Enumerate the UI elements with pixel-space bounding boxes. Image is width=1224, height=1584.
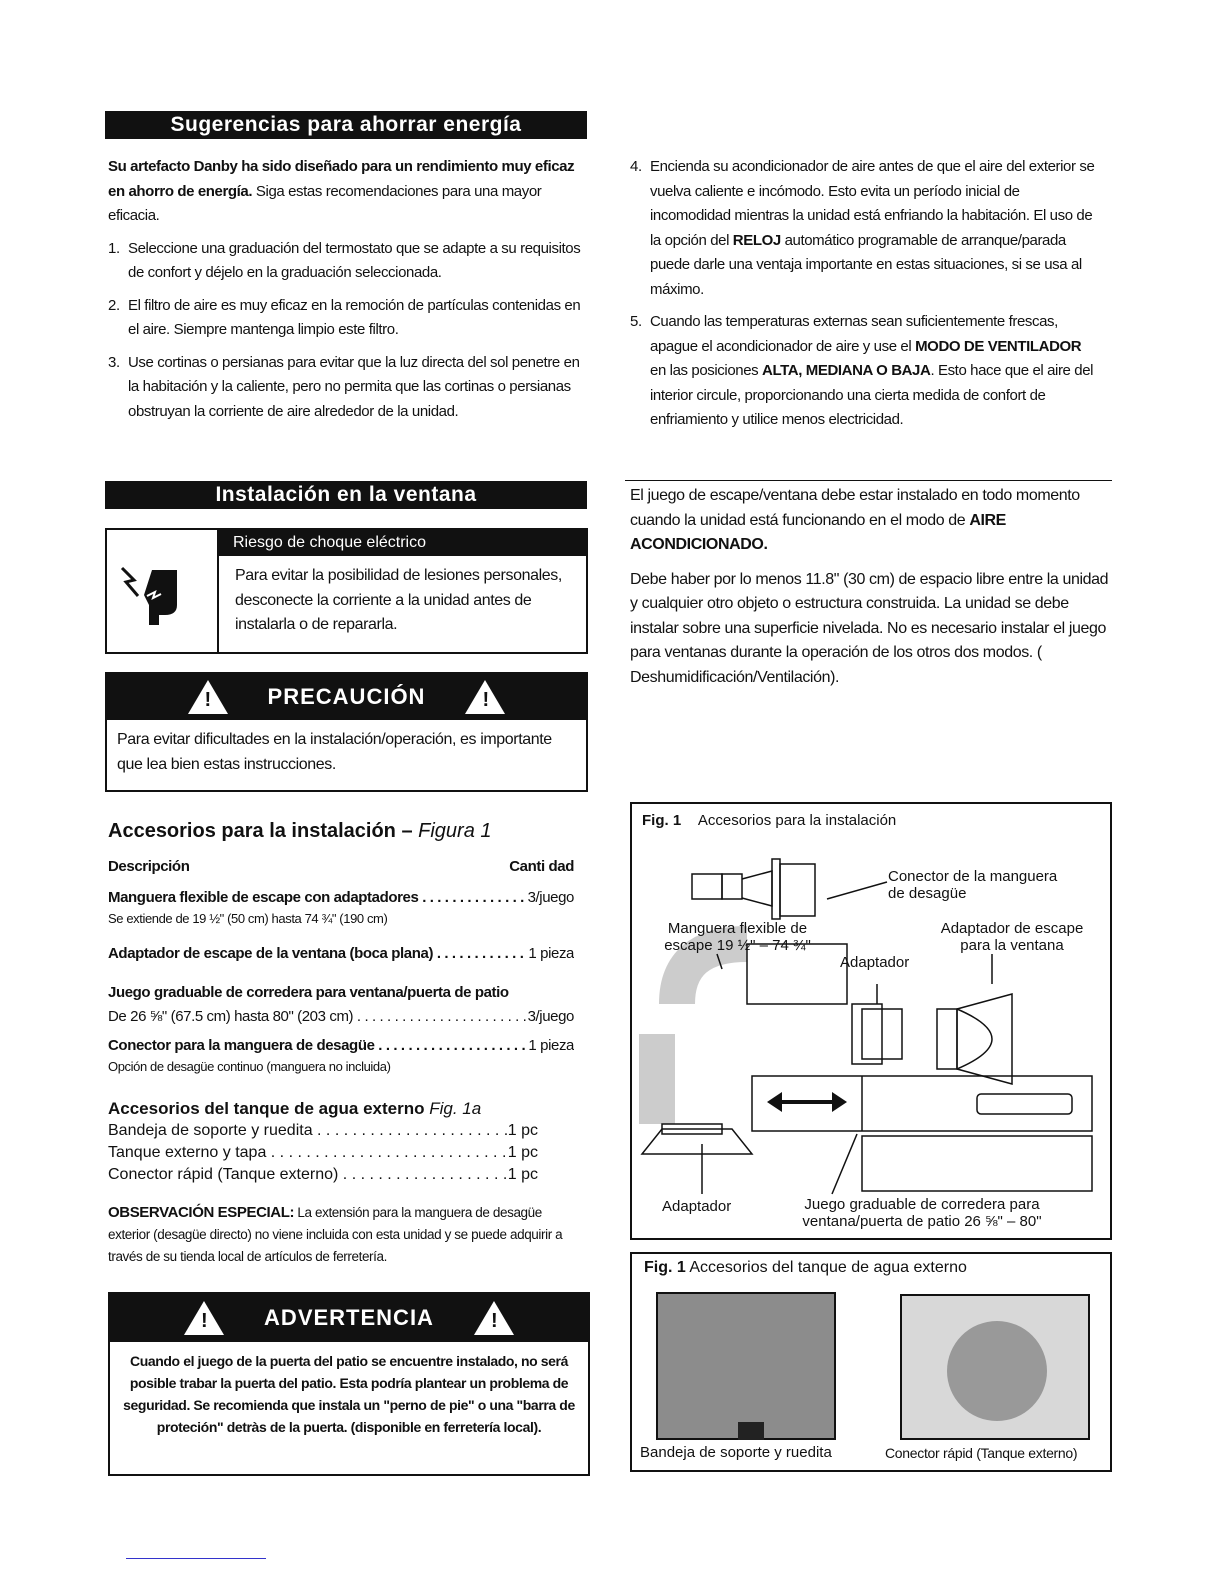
accessory-row: Conector para la manguera de desagüe . . . 1 pieza (108, 1034, 574, 1059)
label-adaptador: Adaptador (840, 954, 910, 971)
tip-text: El filtro de aire es muy eficaz en la remoción de partículas contenidas en el aire. Siempre mantenga limpio este filtro. (128, 296, 581, 338)
accessory-row: Adaptador de escape de la ventana (boca plana) . . . 1 pieza (108, 942, 574, 967)
accessory-sub: Se extiende de 19 ½" (50 cm) hasta 74 ¾" (190 cm) (108, 911, 388, 926)
energy-left-column (108, 155, 586, 432)
tank-row: Bandeja de soporte y ruedita . . . 1 pc (108, 1120, 538, 1142)
install-para: El juego de escape/ventana debe estar instalado en todo momento cuando la unidad está funcionando en el modo de (630, 487, 1080, 529)
label-juego: Juego graduable de corredera para ventana/puerta de patio 26 ⅝" – 80" (802, 1196, 1042, 1230)
figure-caption: Fig. 1 Accesorios para la instalación (642, 812, 897, 829)
tank-row: Conector rápid (Tanque externo) . . . 1 pc (108, 1164, 538, 1186)
warning-triangle-icon: ! (465, 680, 505, 714)
tip-text: automático programable de arranque/parada puede darle una ventaja importante en estas situaciones, si se usa al máximo. (650, 231, 1082, 298)
special-note: OBSERVACIÓN ESPECIAL: La extensión para la manguera de desagüe exterior (desagüe directo) no viene incluida con esta unidad y se puede adquirir a través de su tienda local de artículos de ferretería. (108, 1204, 563, 1264)
energy-tip (630, 310, 1100, 433)
tip-bold: ALTA, MEDIANA O BAJA (762, 362, 931, 379)
tip-text: Seleccione una graduación del termostato que se adapte a su requisitos de confort y déjelo en la graduación seleccionada. (128, 239, 581, 281)
warning-triangle-icon: ! (184, 1301, 224, 1335)
tip-text: Encienda su acondicionador de aire antes de que el aire del exterior se vuelva caliente e incómodo. Esto evita un período inicial de incomodidad mientras la unidad está enfriando la habitación. El uso de la opción del (650, 158, 1095, 249)
accessory-row: Juego graduable de corredera para ventana/puerta de patio (108, 983, 509, 1001)
energy-intro-bold: Su artefacto Danby ha sido diseñado para un rendimiento muy eficaz en ahorro de energía. (108, 158, 575, 200)
energy-tip (108, 294, 586, 343)
tip-number: 2. (108, 296, 120, 314)
label-conector: Conector de la manguera de desagüe (888, 868, 1058, 902)
install-para-bold: AIRE ACONDICIONADO. (630, 511, 1006, 553)
install-section-title: Instalación en la ventana (105, 481, 587, 509)
accessories-header: Descripción Canti dad (108, 858, 574, 875)
caution-title: PRECAUCIÓN (267, 684, 426, 709)
caution-box (105, 672, 588, 792)
tip-number: 3. (108, 353, 120, 371)
energy-tip (630, 155, 1100, 302)
tip-number: 1. (108, 239, 120, 257)
tip-bold: RELOJ (732, 231, 781, 249)
caption-tray: Bandeja de soporte y ruedita (640, 1444, 832, 1461)
figure-1a (630, 1252, 1112, 1472)
warning-triangle-icon: ! (474, 1301, 514, 1335)
tip-number: 5. (630, 313, 642, 330)
electric-shock-hand-icon (117, 550, 197, 630)
energy-right-column (630, 155, 1100, 441)
warning-title: ADVERTENCIA (264, 1305, 434, 1330)
energy-tip (108, 237, 586, 286)
tip-text: Use cortinas o persianas para evitar que la luz directa del sol penetre en la habitación y la caliente, pero no permita que las cortinas o persianas obstruyan la corriente de aire alrededor de la unidad. (128, 353, 580, 420)
divider (625, 480, 1112, 481)
label-adaptador-escape: Adaptador de escape para la ventana (940, 920, 1084, 954)
warning-triangle-icon: ! (188, 680, 228, 714)
shock-warning-box (105, 528, 588, 654)
energy-intro-text: Siga estas recomendaciones para una mayor eficacia. (108, 182, 542, 224)
caution-text: Para evitar dificultades en la instalación/operación, es importante que lea bien estas instrucciones. (117, 731, 552, 773)
shock-warning-title: Riesgo de choque eléctrico (219, 530, 588, 556)
energy-tip (108, 351, 586, 425)
warning-text: Cuando el juego de la puerta del patio se encuentre instalado, no será posible trabar la puerta del patio. Esta podría plantear un problema de seguridad. Se recomienda que instala un "perno de pie" o una "barra de proteción" detràs de la puerta. (disponible en ferretería local). (123, 1353, 575, 1435)
warning-box (108, 1292, 590, 1476)
accessories-title: Accesorios para la instalación – Figura 1 (108, 820, 492, 842)
label-adaptador-base: Adaptador (662, 1198, 732, 1215)
accessory-sub: De 26 ⅝" (67.5 cm) hasta 80" (203 cm) . . . 3/juego (108, 1005, 574, 1030)
footnote-rule (126, 1558, 266, 1559)
connector-photo (900, 1294, 1090, 1440)
energy-section-title: Sugerencias para ahorrar energía (105, 111, 587, 139)
tank-accessories (108, 1098, 538, 1186)
tank-row: Tanque externo y tapa . . . 1 pc (108, 1142, 538, 1164)
accessories-list (108, 855, 574, 1076)
install-para: Debe haber por lo menos 11.8" (30 cm) de espacio libre entre la unidad y cualquier otro objeto o estructura construida. La unidad se debe instalar sobre una superficie nivelada. No es necesario instalar el juego para ventanas durante la operación de los otros dos modos. ( Deshumidificación/Ventilación). (630, 570, 1109, 686)
accessory-row: Manguera flexible de escape con adaptadores . . . 3/juego (108, 886, 574, 911)
warning-header (110, 1294, 588, 1342)
tank-title: Accesorios del tanque de agua externo Fig. 1a (108, 1099, 482, 1118)
install-right-text (630, 484, 1110, 690)
tip-text: Cuando las temperaturas externas sean suficientemente frescas, apague el acondicionador de aire y use el (650, 313, 1058, 355)
figure-1 (630, 802, 1112, 1240)
accessory-sub: Opción de desagüe continuo (manguera no incluida) (108, 1059, 391, 1074)
tip-bold: MODO DE VENTILADOR (915, 337, 1082, 355)
label-manguera: Manguera flexible de escape 19 ½" – 74 ¾" (664, 920, 811, 954)
caption-connector: Conector rápid (Tanque externo) (885, 1445, 1078, 1461)
caution-header (107, 674, 586, 720)
tip-text: en las posiciones (650, 362, 763, 379)
figure-caption: Fig. 1 Accesorios del tanque de agua externo (644, 1259, 967, 1276)
tip-number: 4. (630, 158, 642, 175)
shock-warning-text: Para evitar la posibilidad de lesiones personales, desconecte la corriente a la unidad antes de instalarla o de repararla. (235, 567, 562, 633)
tray-photo (656, 1292, 836, 1440)
tip-text: . Esto hace que el aire del interior circule, proporcionando una cierta medida de confort de enfriamiento y utilice menos electricidad. (650, 362, 1094, 428)
